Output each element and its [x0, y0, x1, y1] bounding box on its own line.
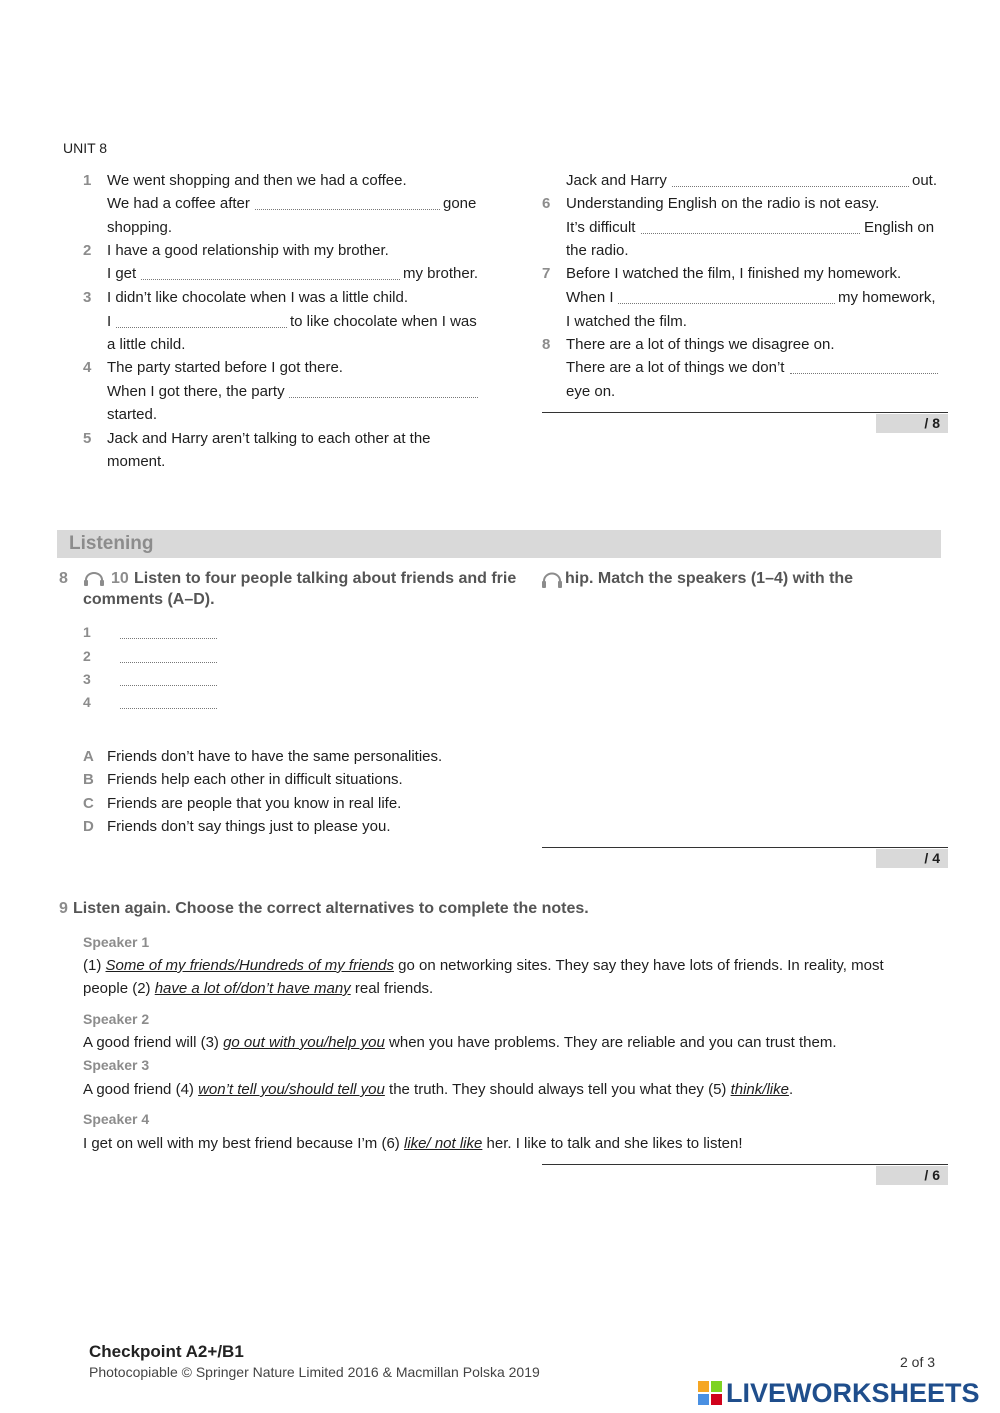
divider	[542, 412, 948, 413]
answer-blank[interactable]	[116, 315, 287, 328]
alternative-choice[interactable]: go out with you/help you	[223, 1034, 385, 1051]
notes-text: when you have problems. They are reliable and you can trust them.	[384, 1034, 837, 1051]
option-text: Friends help each other in difficult situations.	[107, 771, 403, 788]
notes-text: (1)	[83, 957, 106, 974]
answer-blank[interactable]	[120, 673, 217, 686]
item-prompt-cont: I watched the film.	[566, 313, 687, 330]
alternative-choice[interactable]: have a lot of/don’t have many	[154, 980, 351, 997]
option-letter: D	[83, 818, 94, 835]
score-box: / 6	[876, 1166, 948, 1185]
answer-blank[interactable]	[120, 650, 217, 663]
item-sentence: I have a good relationship with my brother.	[107, 242, 389, 259]
item-prompt-end: to like chocolate when I was	[290, 313, 477, 330]
item-prompt-cont: shopping.	[107, 219, 173, 236]
speaker-number: 1	[83, 624, 91, 640]
speaker-notes	[83, 1034, 837, 1051]
answer-blank[interactable]	[141, 267, 400, 280]
item-number: 4	[83, 359, 92, 376]
option-letter: C	[83, 795, 94, 812]
item-prompt-end: my brother.	[403, 265, 479, 282]
item-prompt-start: When I got there, the party	[107, 383, 285, 400]
item-prompt-end: my homework,	[838, 289, 936, 306]
notes-text: .	[788, 1081, 794, 1098]
speaker-label: Speaker 1	[83, 934, 150, 950]
item-prompt-start: Jack and Harry	[566, 172, 667, 189]
item-prompt-end: gone	[443, 195, 477, 212]
speaker-notes	[83, 980, 433, 997]
item-sentence: Understanding English on the radio is not easy.	[566, 195, 880, 212]
task-instruction-cont: comments (A–D).	[83, 591, 215, 608]
headphones-icon[interactable]	[83, 571, 105, 587]
option-text: Friends don’t have to have the same personalities.	[107, 748, 443, 765]
answer-blank[interactable]	[289, 385, 478, 398]
item-number: 8	[542, 336, 551, 353]
item-sentence: The party started before I got there.	[107, 359, 343, 376]
notes-text: her. I like to talk and she likes to listen!	[482, 1135, 743, 1152]
speaker-label: Speaker 2	[83, 1011, 150, 1027]
task-instruction: Listen to four people talking about friends and frie	[134, 570, 517, 587]
divider	[542, 1164, 948, 1165]
item-prompt-start: It’s difficult	[566, 219, 636, 236]
speaker-number: 3	[83, 671, 91, 687]
item-prompt-cont: a little child.	[107, 336, 186, 353]
item-prompt-cont: moment.	[107, 453, 166, 470]
notes-text: A good friend will (3)	[83, 1034, 224, 1051]
score-box: / 4	[876, 849, 948, 868]
speaker-number: 2	[83, 648, 91, 664]
alternative-choice[interactable]: won’t tell you/should tell you	[198, 1081, 385, 1098]
speaker-number: 4	[83, 694, 91, 710]
item-sentence: Jack and Harry aren’t talking to each other at the	[107, 430, 431, 447]
task-number: 8	[59, 570, 68, 587]
track-number: 10	[111, 570, 129, 587]
item-sentence: There are a lot of things we disagree on.	[566, 336, 835, 353]
page-number: 2 of 3	[900, 1354, 936, 1370]
option-letter: B	[83, 771, 94, 788]
speaker-notes	[83, 1135, 743, 1152]
item-prompt-start: I	[107, 313, 112, 330]
footer-title: Checkpoint A2+/B1	[89, 1342, 244, 1361]
speaker-label: Speaker 4	[83, 1111, 150, 1127]
task-instruction-cont: hip. Match the speakers (1–4) with the	[565, 570, 854, 587]
divider	[542, 847, 948, 848]
answer-blank[interactable]	[672, 174, 909, 187]
item-prompt-start: There are a lot of things we don’t	[566, 359, 785, 376]
item-number: 5	[83, 430, 92, 447]
item-sentence: I didn’t like chocolate when I was a little child.	[107, 289, 408, 306]
item-prompt-start: When I	[566, 289, 614, 306]
alternative-choice[interactable]: Some of my friends/Hundreds of my friends	[105, 957, 394, 974]
option-letter: A	[83, 748, 94, 765]
speaker-label: Speaker 3	[83, 1057, 150, 1073]
item-number: 7	[542, 265, 551, 282]
item-prompt-cont: the radio.	[566, 242, 629, 259]
item-sentence: We went shopping and then we had a coffee.	[107, 172, 407, 189]
speaker-notes	[83, 957, 884, 974]
notes-text: the truth. They should always tell you what they (5)	[384, 1081, 731, 1098]
item-prompt-end: out.	[912, 172, 938, 189]
item-sentence: Before I watched the film, I finished my homework.	[566, 265, 902, 282]
answer-blank[interactable]	[618, 291, 835, 304]
notes-text: real friends.	[350, 980, 434, 997]
item-number: 1	[83, 172, 92, 189]
option-text: Friends don’t say things just to please you.	[107, 818, 391, 835]
section-header	[57, 530, 941, 558]
notes-text: people (2)	[83, 980, 155, 997]
notes-text: go on networking sites. They say they have lots of friends. In reality, most	[393, 957, 884, 974]
speaker-notes	[83, 1081, 793, 1098]
alternative-choice[interactable]: like/ not like	[403, 1135, 483, 1152]
answer-blank[interactable]	[790, 361, 938, 374]
liveworksheets-logo-icon	[698, 1381, 722, 1405]
footer-copyright: Photocopiable © Springer Nature Limited 2016 & Macmillan Polska 2019	[89, 1364, 540, 1380]
option-text: Friends are people that you know in real life.	[107, 795, 402, 812]
notes-text: I get on well with my best friend because I’m (6)	[83, 1135, 404, 1152]
score-box: / 8	[876, 414, 948, 433]
item-prompt-cont: eye on.	[566, 383, 616, 400]
task-instruction: Listen again. Choose the correct alternatives to complete the notes.	[73, 900, 589, 917]
item-prompt-start: I get	[107, 265, 137, 282]
item-prompt-end: English on	[864, 219, 935, 236]
item-prompt-start: We had a coffee after	[107, 195, 250, 212]
item-number: 3	[83, 289, 92, 306]
headphones-icon[interactable]	[540, 571, 564, 589]
alternative-choice[interactable]: think/like	[730, 1081, 789, 1098]
task-number: 9	[59, 900, 68, 917]
section-title: Listening	[69, 533, 154, 554]
answer-blank[interactable]	[641, 221, 860, 234]
answer-blank[interactable]	[120, 626, 217, 639]
item-number: 2	[83, 242, 92, 259]
answer-blank[interactable]	[120, 696, 217, 709]
unit-label: UNIT 8	[63, 140, 108, 156]
answer-blank[interactable]	[255, 197, 440, 210]
item-prompt-cont: started.	[107, 406, 158, 423]
notes-text: A good friend (4)	[83, 1081, 199, 1098]
liveworksheets-logo[interactable]: LIVEWORKSHEETS	[726, 1378, 980, 1408]
item-number: 6	[542, 195, 551, 212]
